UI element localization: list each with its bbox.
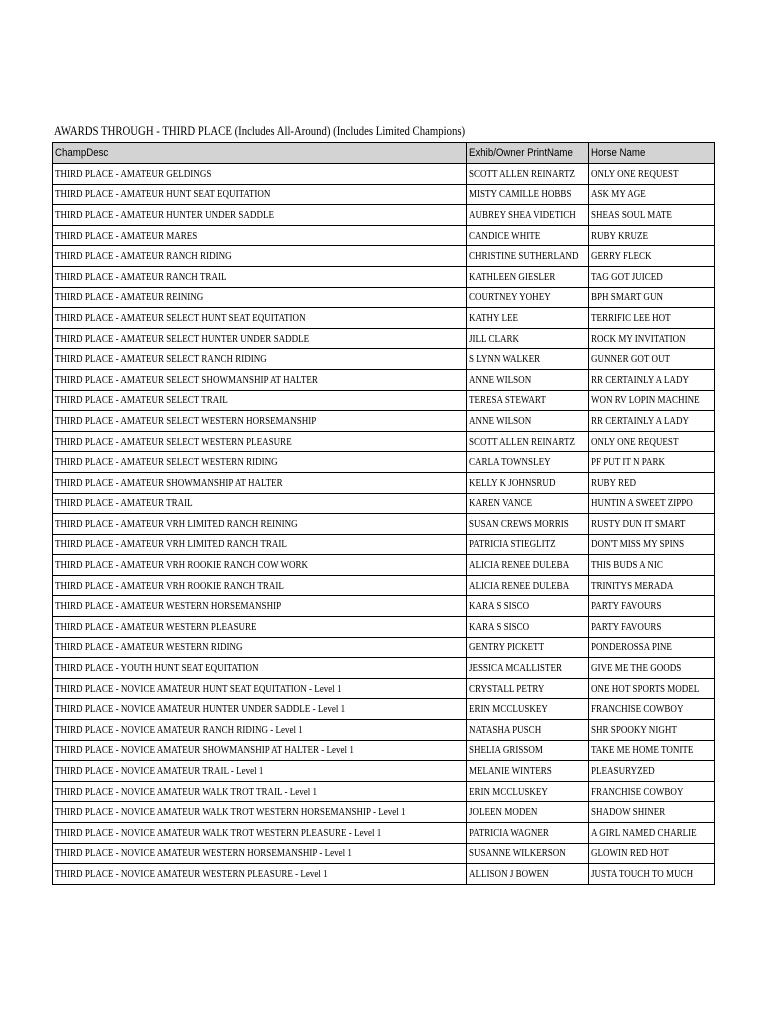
exhibitor-name-cell: KAREN VANCE xyxy=(467,493,589,514)
exhibitor-name-cell: NATASHA PUSCH xyxy=(467,720,589,741)
exhibitor-name-cell: ERIN MCCLUSKEY xyxy=(467,699,589,720)
champ-desc-cell: THIRD PLACE - NOVICE AMATEUR WALK TROT WESTERN HORSEMANSHIP - Level 1 xyxy=(53,802,467,823)
exhibitor-name-cell: KATHLEEN GIESLER xyxy=(467,266,589,287)
horse-name-cell: FRANCHISE COWBOY xyxy=(589,781,715,802)
table-row xyxy=(53,678,715,699)
champ-desc-cell: THIRD PLACE - NOVICE AMATEUR HUNTER UNDER SADDLE - Level 1 xyxy=(53,699,467,720)
exhibitor-name-cell: SCOTT ALLEN REINARTZ xyxy=(467,164,589,185)
horse-name-cell: RR CERTAINLY A LADY xyxy=(589,411,715,432)
horse-name-cell: RUSTY DUN IT SMART xyxy=(589,514,715,535)
table-row xyxy=(53,823,715,844)
champ-desc-cell: THIRD PLACE - NOVICE AMATEUR TRAIL - Level 1 xyxy=(53,761,467,782)
table-row xyxy=(53,781,715,802)
horse-name-cell: SHR SPOOKY NIGHT xyxy=(589,720,715,741)
horse-name-cell: TERRIFIC LEE HOT xyxy=(589,308,715,329)
exhibitor-name-cell: JOLEEN MODEN xyxy=(467,802,589,823)
champ-desc-cell: THIRD PLACE - AMATEUR SELECT WESTERN RIDING xyxy=(53,452,467,473)
table-row xyxy=(53,637,715,658)
champ-desc-cell: THIRD PLACE - AMATEUR HUNTER UNDER SADDLE xyxy=(53,205,467,226)
exhibitor-name-cell: KARA S SISCO xyxy=(467,596,589,617)
table-row xyxy=(53,205,715,226)
exhibitor-name-cell: ALICIA RENEE DULEBA xyxy=(467,555,589,576)
exhibitor-name-cell: PATRICIA WAGNER xyxy=(467,823,589,844)
table-row xyxy=(53,596,715,617)
horse-name-cell: TAKE ME HOME TONITE xyxy=(589,740,715,761)
champ-desc-cell: THIRD PLACE - AMATEUR SELECT WESTERN PLEASURE xyxy=(53,431,467,452)
table-row xyxy=(53,266,715,287)
table-row xyxy=(53,699,715,720)
table-row xyxy=(53,534,715,555)
column-header-horse-name: Horse Name xyxy=(589,143,715,164)
table-row xyxy=(53,246,715,267)
exhibitor-name-cell: ALICIA RENEE DULEBA xyxy=(467,575,589,596)
horse-name-cell: BPH SMART GUN xyxy=(589,287,715,308)
exhibitor-name-cell: ALLISON J BOWEN xyxy=(467,864,589,885)
table-row xyxy=(53,390,715,411)
exhibitor-name-cell: AUBREY SHEA VIDETICH xyxy=(467,205,589,226)
champ-desc-cell: THIRD PLACE - NOVICE AMATEUR WALK TROT WESTERN PLEASURE - Level 1 xyxy=(53,823,467,844)
exhibitor-name-cell: SHELIA GRISSOM xyxy=(467,740,589,761)
exhibitor-name-cell: SCOTT ALLEN REINARTZ xyxy=(467,431,589,452)
horse-name-cell: RR CERTAINLY A LADY xyxy=(589,369,715,390)
horse-name-cell: TAG GOT JUICED xyxy=(589,266,715,287)
exhibitor-name-cell: KELLY K JOHNSRUD xyxy=(467,472,589,493)
horse-name-cell: FRANCHISE COWBOY xyxy=(589,699,715,720)
horse-name-cell: RUBY RED xyxy=(589,472,715,493)
champ-desc-cell: THIRD PLACE - AMATEUR SELECT RANCH RIDING xyxy=(53,349,467,370)
column-header-champ-desc: ChampDesc xyxy=(53,143,467,164)
horse-name-cell: PLEASURYZED xyxy=(589,761,715,782)
exhibitor-name-cell: ERIN MCCLUSKEY xyxy=(467,781,589,802)
horse-name-cell: ONE HOT SPORTS MODEL xyxy=(589,678,715,699)
champ-desc-cell: THIRD PLACE - AMATEUR SELECT WESTERN HORSEMANSHIP xyxy=(53,411,467,432)
champ-desc-cell: THIRD PLACE - YOUTH HUNT SEAT EQUITATION xyxy=(53,658,467,679)
horse-name-cell: PARTY FAVOURS xyxy=(589,596,715,617)
champ-desc-cell: THIRD PLACE - NOVICE AMATEUR WESTERN PLEASURE - Level 1 xyxy=(53,864,467,885)
champ-desc-cell: THIRD PLACE - AMATEUR SELECT TRAIL xyxy=(53,390,467,411)
table-row xyxy=(53,617,715,638)
champ-desc-cell: THIRD PLACE - AMATEUR SELECT HUNTER UNDER SADDLE xyxy=(53,328,467,349)
horse-name-cell: GIVE ME THE GOODS xyxy=(589,658,715,679)
champ-desc-cell: THIRD PLACE - AMATEUR GELDINGS xyxy=(53,164,467,185)
exhibitor-name-cell: COURTNEY YOHEY xyxy=(467,287,589,308)
champ-desc-cell: THIRD PLACE - AMATEUR SELECT HUNT SEAT EQUITATION xyxy=(53,308,467,329)
champ-desc-cell: THIRD PLACE - AMATEUR SHOWMANSHIP AT HALTER xyxy=(53,472,467,493)
champ-desc-cell: THIRD PLACE - AMATEUR WESTERN RIDING xyxy=(53,637,467,658)
champ-desc-cell: THIRD PLACE - AMATEUR VRH LIMITED RANCH REINING xyxy=(53,514,467,535)
column-header-exhibitor-name: Exhib/Owner PrintName xyxy=(467,143,589,164)
exhibitor-name-cell: KATHY LEE xyxy=(467,308,589,329)
table-row xyxy=(53,308,715,329)
champ-desc-cell: THIRD PLACE - NOVICE AMATEUR HUNT SEAT EQUITATION - Level 1 xyxy=(53,678,467,699)
champ-desc-cell: THIRD PLACE - AMATEUR WESTERN HORSEMANSHIP xyxy=(53,596,467,617)
champ-desc-cell: THIRD PLACE - AMATEUR REINING xyxy=(53,287,467,308)
table-row xyxy=(53,555,715,576)
horse-name-cell: PARTY FAVOURS xyxy=(589,617,715,638)
exhibitor-name-cell: JESSICA MCALLISTER xyxy=(467,658,589,679)
awards-table xyxy=(52,142,715,885)
exhibitor-name-cell: CARLA TOWNSLEY xyxy=(467,452,589,473)
exhibitor-name-cell: S LYNN WALKER xyxy=(467,349,589,370)
table-body xyxy=(53,164,715,885)
table-row xyxy=(53,287,715,308)
table-row xyxy=(53,328,715,349)
horse-name-cell: A GIRL NAMED CHARLIE xyxy=(589,823,715,844)
table-row xyxy=(53,720,715,741)
horse-name-cell: ASK MY AGE xyxy=(589,184,715,205)
champ-desc-cell: THIRD PLACE - NOVICE AMATEUR WALK TROT TRAIL - Level 1 xyxy=(53,781,467,802)
horse-name-cell: THIS BUDS A NIC xyxy=(589,555,715,576)
table-row xyxy=(53,472,715,493)
exhibitor-name-cell: CRYSTALL PETRY xyxy=(467,678,589,699)
table-row xyxy=(53,452,715,473)
champ-desc-cell: THIRD PLACE - AMATEUR RANCH RIDING xyxy=(53,246,467,267)
exhibitor-name-cell: SUSANNE WILKERSON xyxy=(467,843,589,864)
table-row xyxy=(53,349,715,370)
champ-desc-cell: THIRD PLACE - AMATEUR HUNT SEAT EQUITATION xyxy=(53,184,467,205)
champ-desc-cell: THIRD PLACE - AMATEUR MARES xyxy=(53,225,467,246)
table-row xyxy=(53,431,715,452)
horse-name-cell: PONDEROSSA PINE xyxy=(589,637,715,658)
champ-desc-cell: THIRD PLACE - AMATEUR RANCH TRAIL xyxy=(53,266,467,287)
champ-desc-cell: THIRD PLACE - NOVICE AMATEUR RANCH RIDING - Level 1 xyxy=(53,720,467,741)
champ-desc-cell: THIRD PLACE - NOVICE AMATEUR WESTERN HORSEMANSHIP - Level 1 xyxy=(53,843,467,864)
exhibitor-name-cell: TERESA STEWART xyxy=(467,390,589,411)
table-row xyxy=(53,864,715,885)
table-row xyxy=(53,493,715,514)
table-row xyxy=(53,761,715,782)
horse-name-cell: RUBY KRUZE xyxy=(589,225,715,246)
champ-desc-cell: THIRD PLACE - AMATEUR WESTERN PLEASURE xyxy=(53,617,467,638)
champ-desc-cell: THIRD PLACE - AMATEUR TRAIL xyxy=(53,493,467,514)
exhibitor-name-cell: SUSAN CREWS MORRIS xyxy=(467,514,589,535)
table-row xyxy=(53,225,715,246)
exhibitor-name-cell: CHRISTINE SUTHERLAND xyxy=(467,246,589,267)
horse-name-cell: GUNNER GOT OUT xyxy=(589,349,715,370)
exhibitor-name-cell: CANDICE WHITE xyxy=(467,225,589,246)
horse-name-cell: ONLY ONE REQUEST xyxy=(589,164,715,185)
table-row xyxy=(53,658,715,679)
horse-name-cell: ONLY ONE REQUEST xyxy=(589,431,715,452)
exhibitor-name-cell: PATRICIA STIEGLITZ xyxy=(467,534,589,555)
champ-desc-cell: THIRD PLACE - AMATEUR VRH LIMITED RANCH TRAIL xyxy=(53,534,467,555)
exhibitor-name-cell: MISTY CAMILLE HOBBS xyxy=(467,184,589,205)
table-row xyxy=(53,164,715,185)
horse-name-cell: TRINITYS MERADA xyxy=(589,575,715,596)
champ-desc-cell: THIRD PLACE - NOVICE AMATEUR SHOWMANSHIP AT HALTER - Level 1 xyxy=(53,740,467,761)
table-row xyxy=(53,184,715,205)
horse-name-cell: ROCK MY INVITATION xyxy=(589,328,715,349)
table-row xyxy=(53,575,715,596)
exhibitor-name-cell: JILL CLARK xyxy=(467,328,589,349)
exhibitor-name-cell: GENTRY PICKETT xyxy=(467,637,589,658)
exhibitor-name-cell: ANNE WILSON xyxy=(467,411,589,432)
champ-desc-cell: THIRD PLACE - AMATEUR VRH ROOKIE RANCH COW WORK xyxy=(53,555,467,576)
horse-name-cell: DON'T MISS MY SPINS xyxy=(589,534,715,555)
horse-name-cell: PF PUT IT N PARK xyxy=(589,452,715,473)
table-row xyxy=(53,369,715,390)
table-row xyxy=(53,411,715,432)
exhibitor-name-cell: KARA S SISCO xyxy=(467,617,589,638)
horse-name-cell: GLOWIN RED HOT xyxy=(589,843,715,864)
table-row xyxy=(53,802,715,823)
table-row xyxy=(53,740,715,761)
horse-name-cell: SHEAS SOUL MATE xyxy=(589,205,715,226)
horse-name-cell: SHADOW SHINER xyxy=(589,802,715,823)
report-title: AWARDS THROUGH - THIRD PLACE (Includes All-Around) (Includes Limited Champions) xyxy=(54,124,466,138)
exhibitor-name-cell: MELANIE WINTERS xyxy=(467,761,589,782)
table-row xyxy=(53,514,715,535)
horse-name-cell: WON RV LOPIN MACHINE xyxy=(589,390,715,411)
table-row xyxy=(53,843,715,864)
horse-name-cell: JUSTA TOUCH TO MUCH xyxy=(589,864,715,885)
horse-name-cell: GERRY FLECK xyxy=(589,246,715,267)
header-row xyxy=(53,143,715,164)
champ-desc-cell: THIRD PLACE - AMATEUR VRH ROOKIE RANCH TRAIL xyxy=(53,575,467,596)
horse-name-cell: HUNTIN A SWEET ZIPPO xyxy=(589,493,715,514)
exhibitor-name-cell: ANNE WILSON xyxy=(467,369,589,390)
champ-desc-cell: THIRD PLACE - AMATEUR SELECT SHOWMANSHIP AT HALTER xyxy=(53,369,467,390)
